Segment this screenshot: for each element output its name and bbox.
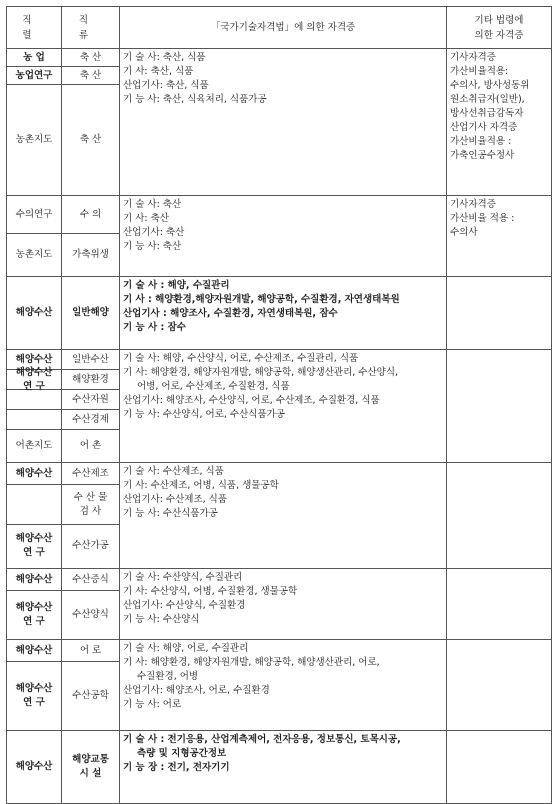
- other-license-line: 수의사: [450, 227, 478, 238]
- table-body: [7, 49, 552, 804]
- subfield-name: 어 로: [62, 640, 119, 662]
- license-line: 기 능 사 : 잠수: [123, 322, 186, 333]
- license-line: 어병, 어로, 수산제조, 수질환경, 식품: [137, 381, 290, 392]
- field-name: 해양수산: [15, 760, 53, 772]
- other-license-cell: [447, 49, 552, 196]
- subfield-name: 수산증식: [62, 569, 119, 591]
- field-cell: [7, 49, 62, 196]
- license-line: 기 능 사: 수산양식, 어로, 수산식품가공: [123, 409, 285, 420]
- other-license-line: 가산비율적용:: [450, 66, 509, 77]
- field-name: 해양수산: [7, 640, 61, 662]
- subfield-cell: [62, 350, 120, 463]
- subfield-name: 수 의: [62, 196, 119, 234]
- license-line: 기 술 사: 해양, 어로, 수질관리: [123, 643, 249, 654]
- license-line: 산업기사: 수산제조, 식품: [123, 494, 228, 505]
- license-line: 기 술 사: 수산양식, 수질관리: [123, 572, 243, 583]
- subfield-name: 해양환경: [62, 370, 119, 390]
- subfield-cell: [62, 277, 120, 350]
- subfield-name: 수산제조: [62, 463, 119, 485]
- license-line: 기 능 사: 축산, 식육처리, 식품가공: [123, 94, 267, 105]
- field-cell: [7, 196, 62, 277]
- other-license-cell: [447, 277, 552, 350]
- subfield-cell: [62, 569, 120, 640]
- license-line: 기 술 사: 해양, 수산양식, 어로, 수산제조, 수질관리, 식품: [123, 353, 359, 364]
- subfield-name: 가축위생: [72, 248, 109, 260]
- subfield-cell: [62, 49, 120, 196]
- field-name: 수의연구: [7, 196, 61, 234]
- national-license-cell: [120, 196, 447, 277]
- other-license-line: 방사선취급감독자: [450, 108, 524, 119]
- field-cell: [7, 277, 62, 350]
- license-line: 기 능 사: 수산양식: [123, 614, 200, 625]
- field-name: 해양수산 연 구: [7, 370, 61, 390]
- subfield-name: 수산경제: [62, 410, 119, 430]
- subfield-cell: [62, 463, 120, 569]
- license-line: 수질환경, 어병: [137, 671, 199, 682]
- table-row: [7, 731, 552, 804]
- table-row: [7, 277, 552, 350]
- field-name: [7, 410, 61, 430]
- license-line: 기 사: 해양환경, 해양자원개발, 해양공학, 해양생산관리, 수산양식,: [123, 367, 399, 378]
- table-row: [7, 350, 552, 463]
- subfield-name: 축 산: [79, 133, 102, 145]
- other-license-line: 기사자격증: [450, 199, 496, 210]
- other-license-cell: [447, 196, 552, 277]
- license-line: 기 술 사 : 해양, 수질관리: [123, 280, 230, 291]
- subfield-name: 일반해양: [72, 306, 109, 318]
- national-license-cell: [120, 731, 447, 804]
- national-license-cell: [120, 49, 447, 196]
- field-name: 농촌지도: [15, 133, 53, 145]
- license-line: 기 능 사: 축산: [123, 241, 182, 252]
- header-field: 직 렬: [7, 7, 62, 49]
- license-line: 기 능 사: 수산식품가공: [123, 508, 218, 519]
- header-national-license: 「국가기술자격법」에 의한 자격증: [120, 7, 447, 49]
- national-license-cell: [120, 350, 447, 463]
- other-license-cell: [447, 350, 552, 463]
- other-license-line: 가산비율 적용 :: [450, 213, 515, 224]
- other-license-cell: [447, 640, 552, 731]
- subfield-name: 수산양식: [72, 608, 109, 620]
- field-cell: [7, 640, 62, 731]
- field-cell: [7, 569, 62, 640]
- field-name: 농촌지도: [15, 248, 53, 260]
- other-license-line: 가축인공수정사: [450, 150, 515, 161]
- subfield-cell: [62, 196, 120, 277]
- national-license-cell: [120, 640, 447, 731]
- license-line: 기 사: 축산, 식품: [123, 66, 194, 77]
- license-line: 기 능 사: 어로: [123, 699, 182, 710]
- field-name: 어촌지도: [15, 439, 53, 451]
- license-line: 기 술 사: 축산, 식품: [123, 52, 206, 63]
- license-line: 기 사 : 해양환경,해양자원개발, 해양공학, 수질환경, 자연생태복원: [123, 294, 400, 305]
- subfield-name: 수산자원: [62, 390, 119, 410]
- subfield-name: 어 촌: [79, 439, 102, 451]
- subfield-name: 수산가공: [72, 540, 109, 551]
- license-table-page: [6, 6, 551, 793]
- field-name: [7, 390, 61, 410]
- license-line: 기 사: 축산: [123, 213, 169, 224]
- license-line: 기 사: 수산양식, 어병, 수질환경, 생물공학: [123, 586, 298, 597]
- table-row: [7, 196, 552, 277]
- license-line: 기 사: 해양환경, 해양자원개발, 해양공학, 해양생산관리, 어로,: [123, 657, 380, 668]
- field-name: 농 업: [7, 49, 61, 67]
- other-license-line: 기사자격증: [450, 52, 496, 63]
- field-name: 해양수산 연 구: [15, 682, 53, 708]
- field-name: 해양수산 연 구: [15, 601, 53, 627]
- license-line: 산업기사 : 해양조사, 수질환경, 자연생태복원, 잠수: [123, 308, 338, 319]
- subfield-cell: [62, 731, 120, 804]
- license-table: [6, 6, 552, 804]
- license-line: 기 능 장 : 전기, 전자기기: [123, 762, 230, 773]
- subfield-name: 축 산: [62, 67, 119, 85]
- field-name: 해양수산: [7, 350, 61, 370]
- field-cell: [7, 350, 62, 463]
- license-line: 측량 및 지형공간정보: [137, 748, 227, 759]
- field-name: 해양수산: [7, 463, 61, 485]
- other-license-cell: [447, 569, 552, 640]
- license-line: 산업기사: 축산: [123, 227, 185, 238]
- license-line: 기 사: 수산제조, 어병, 식품, 생물공학: [123, 480, 279, 491]
- subfield-name: 수 산 물 검 사: [62, 485, 119, 525]
- field-name: 농업연구: [7, 67, 61, 85]
- license-line: 기 술 사: 축산: [123, 199, 182, 210]
- header-subfield: 직 류: [62, 7, 120, 49]
- field-cell: [7, 463, 62, 569]
- national-license-cell: [120, 569, 447, 640]
- table-row: [7, 569, 552, 640]
- license-line: 기 술 사: 수산제조, 식품: [123, 466, 224, 477]
- national-license-cell: [120, 277, 447, 350]
- table-row: [7, 640, 552, 731]
- subfield-name: 해양교통 시 설: [72, 753, 109, 779]
- other-license-line: 가산비율적용 :: [450, 136, 512, 147]
- field-name: [7, 485, 61, 525]
- license-line: 산업기사: 해양조사, 수산양식, 어로, 수산제조, 수질환경, 식품: [123, 395, 380, 406]
- field-name: 해양수산: [7, 569, 61, 591]
- license-line: 산업기사: 해양조사, 어로, 수질환경: [123, 685, 270, 696]
- header-other-license: 기타 법령에 의한 자격증: [447, 7, 552, 49]
- subfield-cell: [62, 640, 120, 731]
- field-name: 해양수산 연 구: [15, 533, 53, 558]
- other-license-line: 원소취급자(일반),: [450, 94, 525, 105]
- field-cell: [7, 731, 62, 804]
- national-license-cell: [120, 463, 447, 569]
- other-license-line: 수의사, 방사성동위: [450, 80, 530, 91]
- other-license-cell: [447, 731, 552, 804]
- license-line: 기 술 사 : 전기응용, 산업계측제어, 전자응용, 정보통신, 토목시공,: [123, 734, 401, 745]
- subfield-name: 일반수산: [62, 350, 119, 370]
- field-name: 해양수산: [15, 306, 53, 318]
- other-license-line: 산업기사 자격증: [450, 122, 518, 133]
- other-license-cell: [447, 463, 552, 569]
- table-row: [7, 463, 552, 569]
- table-row: [7, 49, 552, 196]
- header-row: [7, 7, 552, 49]
- license-line: 산업기사: 수산양식, 수질환경: [123, 600, 246, 611]
- subfield-name: 수산공학: [72, 689, 109, 701]
- license-line: 산업기사: 축산, 식품: [123, 80, 209, 91]
- subfield-name: 축 산: [62, 49, 119, 67]
